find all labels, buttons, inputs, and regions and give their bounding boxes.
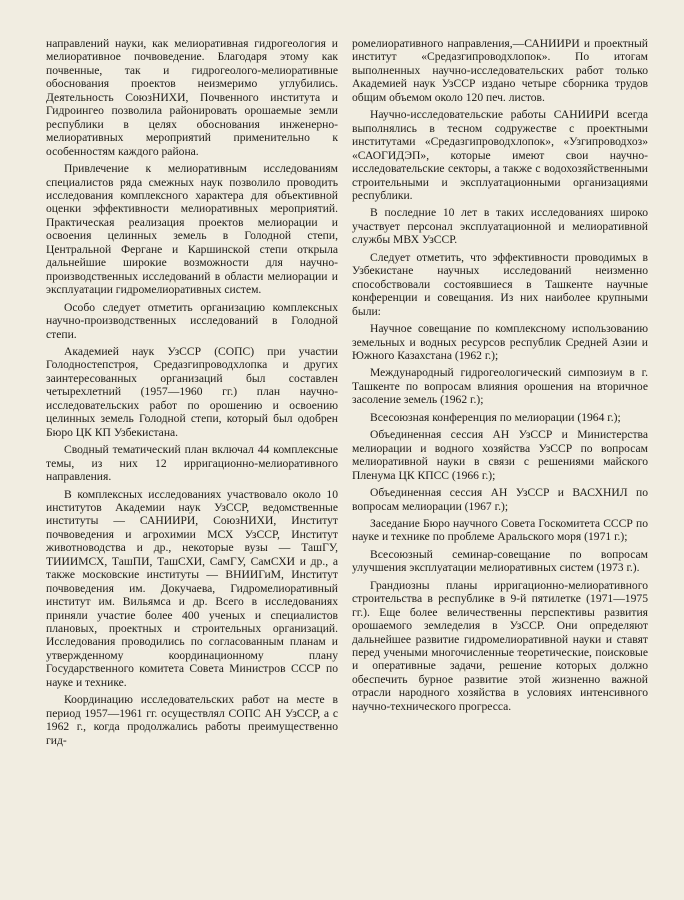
list-item: Объединенная сессия АН УзССР и Министерства мелиорации и водного хозяйства УзССР по вопросам мелиоративной науки в связи с решениями майского Пленума ЦК КПСС (1966 г.); <box>352 428 648 482</box>
paragraph: В последние 10 лет в таких исследованиях широко участвует персонал эксплуатационной и мелиоративной службы МВХ УзССР. <box>352 206 648 247</box>
right-text-column <box>352 37 648 713</box>
paragraph: Сводный тематический план включал 44 комплексные темы, из них 12 ирригационно-мелиоративного направления. <box>46 443 338 484</box>
paragraph: Следует отметить, что эффективности проводимых в Узбекистане научных исследований неизменно способствовали состоявшиеся в Ташкенте научные конференции и совещания. Из них наиболее крупными были: <box>352 250 648 318</box>
paragraph: Академией наук УзССР (СОПС) при участии Голодностепстроя, Средазгипроводхлопка и других заинтересованных организаций был составлен четырехлетний (1957—1960 гг.) план научно-исследовательских работ по орошению и освоению целинных земель Голодной степи, который был одобрен Бюро ЦК КП Узбекистана. <box>46 344 338 439</box>
list-item: Международный гидрогеологический симпозиум в г. Ташкенте по вопросам влияния орошения на вторичное засоление земель (1962 г.); <box>352 366 648 407</box>
paragraph: направлений науки, как мелиоративная гидрогеология и мелиоративное почвоведение. Благодаря этому как почвенные, так и гидрогеолого-мелиоративные обоснования проектов неизмеримо углубились. Деятельность СоюзНИХИ, Почвенного института и Гидроингео позволила районировать орошаемые земли республики в целях обоснования инженерно-мелиоративных мероприятий применительно к особенностям каждого района. <box>46 37 338 158</box>
paragraph: Привлечение к мелиоративным исследованиям специалистов ряда смежных наук позволило проводить исследования комплексного характера для объективной оценки эффективности мелиоративных мероприятий. Практическая реализация проектов мелиорации и освоения целинных земель в Голодной степи, Центральной Фергане и Каршинской степи открыла дальнейшие широкие возможности для научно-производственных исследований в области мелиорации и эксплуатации гидромелиоративных систем. <box>46 162 338 297</box>
list-item: Объединенная сессия АН УзССР и ВАСХНИЛ по вопросам мелиорации (1967 г.); <box>352 486 648 513</box>
paragraph: Особо следует отметить организацию комплексных научно-производственных исследований в Голодной степи. <box>46 300 338 341</box>
left-text-column <box>46 37 338 747</box>
list-item: Всесоюзный семинар-совещание по вопросам улучшения эксплуатации мелиоративных систем (1973 г.). <box>352 547 648 575</box>
paragraph: ромелиоративного направления,—САНИИРИ и проектный институт «Средазгипроводхлопок». По итогам выполненных научно-исследовательских работ только Академией наук УзССР издано четыре сборника трудов общим объемом около 120 печ. листов. <box>352 37 648 104</box>
paragraph: Координацию исследовательских работ на месте в период 1957—1961 гг. осуществлял СОПС АН УзССР, а с 1962 г., когда продолжались работы преимущественно гид- <box>46 693 338 747</box>
list-item: Заседание Бюро научного Совета Госкомитета СССР по науке и технике по проблеме Аральского моря (1971 г.); <box>352 516 648 544</box>
list-item: Всесоюзная конференция по мелиорации (1964 г.); <box>370 410 621 424</box>
paragraph: В комплексных исследованиях участвовало около 10 институтов Академии наук УзССР, ведомственные институты — САНИИРИ, СоюзНИХИ, Институт почвоведения и агрохимии МСХ УзССР, Институт животноводства и др., некоторые вузы — ТашГУ, ТИИИМСХ, ТашПИ, ТашСХИ, СамГУ, СамСХИ и др., а также московские институты — ВНИИГиМ, Институт почвоведения им. Докучаева, Гидромелиоративный институт им. Вильямса и др. Всего в исследованиях приняли участие более 400 ученых и специалистов плановых, проектных и строительных организаций. Исследования проводились по согласованным планам и утвержденному координационному плану Государственного комитета Совета Министров СССР по науке и технике. <box>46 487 338 689</box>
paragraph: Грандиозны планы ирригационно-мелиоративного строительства в республике в 9-й пятилетке (1971—1975 гг.). Еще более величественны перспективы развития орошаемого земледелия в УзССР. Они определяют дальнейшее развитие гидромелиоративной науки и ставят перед учеными многочисленные теоретические, поисковые и оперативные задачи, решение которых должно обеспечить бурное развитие этой жизненно важной отрасли народного хозяйства в условиях интенсивного научно-технического прогресса. <box>352 578 648 713</box>
paragraph: Научно-исследовательские работы САНИИРИ всегда выполнялись в тесном содружестве с проектными институтами «Средазгипроводхлопок», «Узгипроводхоз» «САОГИДЭП», которые имеют свои научно-исследовательские секторы, а также с водохозяйственными строительными и эксплуатационными организациями республики. <box>352 108 648 202</box>
list-item: Научное совещание по комплексному использованию земельных и водных ресурсов республик Средней Азии и Южного Казахстана (1962 г.); <box>352 322 648 362</box>
